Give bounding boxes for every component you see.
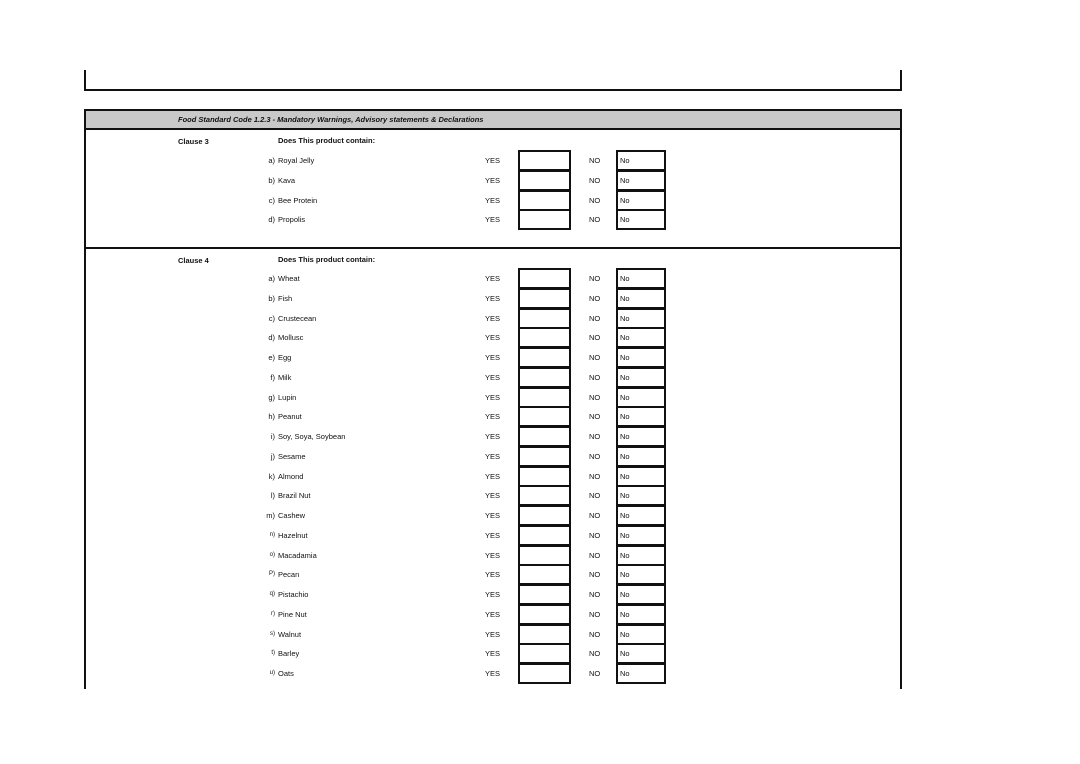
yes-label: YES	[485, 195, 501, 205]
no-answer-field[interactable]	[616, 426, 666, 447]
yes-answer-field[interactable]	[518, 150, 571, 171]
clause-3-label: Clause 3	[178, 137, 209, 146]
no-answer-value: No	[620, 649, 630, 659]
declarations-form	[84, 109, 902, 689]
section-title: Food Standard Code 1.2.3 - Mandatory Warnings, Advisory statements & Declarations	[178, 115, 484, 124]
item-letter: o)	[269, 551, 275, 558]
yes-answer-field[interactable]	[518, 604, 571, 625]
no-answer-value: No	[620, 156, 630, 165]
item-letter: i)	[270, 432, 275, 441]
no-label: NO	[589, 669, 601, 678]
item-row-propolis	[86, 209, 900, 229]
no-answer-field[interactable]	[616, 268, 666, 289]
no-answer-field[interactable]	[616, 663, 666, 684]
yes-answer-field[interactable]	[518, 347, 571, 368]
no-answer-field[interactable]	[616, 624, 666, 645]
no-label: NO	[589, 175, 601, 185]
item-letter: h)	[268, 412, 275, 422]
item-name: Macadamia	[278, 550, 317, 560]
yes-answer-field[interactable]	[518, 190, 571, 211]
no-answer-value: No	[620, 175, 630, 185]
no-label: NO	[589, 530, 601, 540]
item-letter: r)	[271, 610, 275, 617]
yes-label: YES	[485, 530, 501, 540]
no-answer-value: No	[620, 293, 630, 303]
yes-answer-field[interactable]	[518, 426, 571, 447]
yes-label: YES	[485, 609, 501, 619]
item-letter: s)	[270, 630, 275, 637]
no-answer-value: No	[620, 511, 630, 520]
no-answer-value: No	[620, 491, 630, 501]
item-letter: n)	[269, 531, 275, 538]
previous-section-box	[84, 70, 902, 91]
yes-label: YES	[485, 550, 501, 560]
yes-answer-field[interactable]	[518, 288, 571, 309]
clause-3-question: Does This product contain:	[278, 136, 376, 145]
yes-label: YES	[485, 175, 501, 185]
item-letter: a)	[268, 274, 275, 283]
no-label: NO	[589, 353, 601, 362]
yes-label: YES	[485, 590, 501, 599]
no-label: NO	[589, 195, 601, 205]
no-answer-value: No	[620, 570, 630, 580]
yes-answer-field[interactable]	[518, 466, 571, 487]
item-letter: q)	[269, 591, 275, 597]
item-letter: t)	[271, 650, 275, 657]
item-letter: j)	[270, 451, 275, 461]
no-label: NO	[589, 511, 601, 520]
no-label: NO	[589, 609, 601, 619]
item-name: Pecan	[278, 570, 300, 580]
yes-answer-field[interactable]	[518, 308, 571, 329]
no-answer-value: No	[620, 550, 630, 560]
no-answer-field[interactable]	[616, 190, 666, 211]
yes-answer-field[interactable]	[518, 170, 571, 191]
item-letter: P)	[269, 571, 275, 578]
clause-divider	[86, 247, 900, 249]
yes-label: YES	[485, 333, 501, 343]
yes-label: YES	[485, 669, 501, 678]
no-label: NO	[589, 156, 601, 165]
clause-4-label: Clause 4	[178, 256, 209, 265]
yes-answer-field[interactable]	[518, 367, 571, 388]
yes-answer-field[interactable]	[518, 209, 571, 230]
yes-answer-field[interactable]	[518, 564, 571, 585]
no-answer-field[interactable]	[616, 406, 666, 427]
no-label: NO	[589, 333, 601, 343]
no-answer-value: No	[620, 313, 630, 323]
item-row-sesame	[86, 446, 900, 466]
no-answer-field[interactable]	[616, 387, 666, 408]
no-answer-value: No	[620, 392, 630, 402]
item-letter: e)	[268, 353, 275, 362]
item-letter: m)	[266, 511, 275, 520]
no-label: NO	[589, 570, 601, 580]
no-answer-field[interactable]	[616, 308, 666, 329]
item-name: Mollusc	[278, 333, 304, 343]
yes-label: YES	[485, 491, 501, 501]
item-name: Milk	[278, 372, 292, 382]
item-letter: d)	[268, 215, 275, 225]
no-answer-value: No	[620, 432, 630, 441]
no-label: NO	[589, 215, 601, 225]
yes-label: YES	[485, 215, 501, 225]
no-answer-field[interactable]	[616, 347, 666, 368]
no-label: NO	[589, 313, 601, 323]
item-name: Royal Jelly	[278, 156, 315, 165]
no-answer-field[interactable]	[616, 545, 666, 566]
no-answer-field[interactable]	[616, 209, 666, 230]
item-row-egg	[86, 347, 900, 367]
item-row-cashew	[86, 505, 900, 525]
item-letter: u)	[269, 670, 275, 676]
no-label: NO	[589, 471, 601, 481]
item-row-barley	[86, 643, 900, 663]
yes-label: YES	[485, 293, 501, 303]
item-row-macadamia	[86, 545, 900, 565]
yes-answer-field[interactable]	[518, 406, 571, 427]
yes-label: YES	[485, 313, 501, 323]
yes-label: YES	[485, 511, 501, 520]
yes-label: YES	[485, 432, 501, 441]
no-answer-field[interactable]	[616, 150, 666, 171]
no-label: NO	[589, 590, 601, 599]
item-letter: a)	[268, 156, 275, 165]
item-letter: b)	[268, 175, 275, 185]
item-name: Kava	[278, 175, 296, 185]
no-answer-field[interactable]	[616, 643, 666, 664]
no-answer-value: No	[620, 609, 630, 619]
item-row-oats	[86, 663, 900, 683]
item-name: Crustecean	[278, 313, 317, 323]
item-name: Sesame	[278, 451, 306, 461]
yes-answer-field[interactable]	[518, 584, 571, 605]
no-answer-value: No	[620, 215, 630, 225]
item-row-pecan	[86, 564, 900, 584]
no-label: NO	[589, 550, 601, 560]
no-answer-value: No	[620, 412, 630, 422]
no-label: NO	[589, 649, 601, 659]
item-row-mollusc	[86, 327, 900, 347]
yes-answer-field[interactable]	[518, 643, 571, 664]
item-row-walnut	[86, 624, 900, 644]
no-label: NO	[589, 274, 601, 283]
yes-label: YES	[485, 451, 501, 461]
yes-label: YES	[485, 392, 501, 402]
yes-answer-field[interactable]	[518, 485, 571, 506]
item-name: Bee Protein	[278, 195, 318, 205]
yes-label: YES	[485, 412, 501, 422]
yes-label: YES	[485, 353, 501, 362]
item-name: Soy, Soya, Soybean	[278, 432, 346, 441]
item-row-peanut	[86, 406, 900, 426]
item-name: Almond	[278, 471, 304, 481]
no-answer-value: No	[620, 372, 630, 382]
no-label: NO	[589, 451, 601, 461]
item-row-lupin	[86, 387, 900, 407]
no-label: NO	[589, 412, 601, 422]
item-name: Oats	[278, 669, 294, 678]
no-answer-field[interactable]	[616, 505, 666, 526]
no-answer-field[interactable]	[616, 327, 666, 348]
item-name: Walnut	[278, 629, 302, 639]
item-name: Brazil Nut	[278, 491, 311, 501]
no-answer-field[interactable]	[616, 170, 666, 191]
yes-answer-field[interactable]	[518, 525, 571, 546]
yes-answer-field[interactable]	[518, 387, 571, 408]
yes-label: YES	[485, 570, 501, 580]
no-answer-field[interactable]	[616, 466, 666, 487]
yes-answer-field[interactable]	[518, 545, 571, 566]
item-name: Cashew	[278, 511, 306, 520]
item-name: Pine Nut	[278, 609, 307, 619]
yes-answer-field[interactable]	[518, 268, 571, 289]
no-answer-field[interactable]	[616, 564, 666, 585]
item-name: Barley	[278, 649, 300, 659]
item-row-royal-jelly	[86, 150, 900, 170]
yes-answer-field[interactable]	[518, 446, 571, 467]
no-answer-value: No	[620, 590, 630, 599]
yes-answer-field[interactable]	[518, 624, 571, 645]
no-label: NO	[589, 392, 601, 402]
no-answer-value: No	[620, 471, 630, 481]
item-letter: k)	[268, 471, 275, 481]
item-row-pine-nut	[86, 604, 900, 624]
yes-label: YES	[485, 471, 501, 481]
no-answer-value: No	[620, 451, 630, 461]
no-answer-value: No	[620, 333, 630, 343]
item-row-brazil-nut	[86, 485, 900, 505]
no-answer-value: No	[620, 669, 630, 678]
item-row-almond	[86, 466, 900, 486]
no-answer-value: No	[620, 274, 630, 283]
item-row-wheat	[86, 268, 900, 288]
no-answer-value: No	[620, 530, 630, 540]
item-name: Peanut	[278, 412, 302, 422]
item-row-fish	[86, 288, 900, 308]
no-label: NO	[589, 372, 601, 382]
item-row-soy-soya-soybean	[86, 426, 900, 446]
item-letter: c)	[268, 195, 275, 205]
item-row-bee-protein	[86, 190, 900, 210]
no-answer-field[interactable]	[616, 584, 666, 605]
item-name: Wheat	[278, 274, 300, 283]
yes-label: YES	[485, 274, 501, 283]
item-row-milk	[86, 367, 900, 387]
item-name: Fish	[278, 293, 293, 303]
no-answer-field[interactable]	[616, 604, 666, 625]
no-label: NO	[589, 432, 601, 441]
no-answer-field[interactable]	[616, 367, 666, 388]
item-row-kava	[86, 170, 900, 190]
no-label: NO	[589, 629, 601, 639]
item-name: Propolis	[278, 215, 306, 225]
no-label: NO	[589, 293, 601, 303]
yes-label: YES	[485, 629, 501, 639]
item-name: Lupin	[278, 392, 297, 402]
yes-answer-field[interactable]	[518, 663, 571, 684]
no-label: NO	[589, 491, 601, 501]
no-answer-value: No	[620, 629, 630, 639]
yes-label: YES	[485, 649, 501, 659]
item-letter: d)	[268, 333, 275, 343]
item-letter: l)	[270, 491, 275, 501]
yes-label: YES	[485, 156, 501, 165]
yes-label: YES	[485, 372, 501, 382]
section-header	[86, 111, 900, 130]
yes-answer-field[interactable]	[518, 505, 571, 526]
no-answer-value: No	[620, 195, 630, 205]
clause-4-question: Does This product contain:	[278, 255, 376, 264]
yes-answer-field[interactable]	[518, 327, 571, 348]
no-answer-field[interactable]	[616, 525, 666, 546]
item-letter: f)	[270, 372, 275, 382]
no-answer-field[interactable]	[616, 485, 666, 506]
no-answer-value: No	[620, 353, 630, 362]
item-row-pistachio	[86, 584, 900, 604]
no-answer-field[interactable]	[616, 446, 666, 467]
item-name: Egg	[278, 353, 292, 362]
item-name: Hazelnut	[278, 530, 308, 540]
item-row-hazelnut	[86, 525, 900, 545]
item-letter: b)	[268, 293, 275, 303]
item-row-crustecean	[86, 308, 900, 328]
item-name: Pistachio	[278, 590, 309, 599]
item-letter: g)	[268, 392, 275, 402]
no-answer-field[interactable]	[616, 288, 666, 309]
item-letter: c)	[268, 313, 275, 323]
